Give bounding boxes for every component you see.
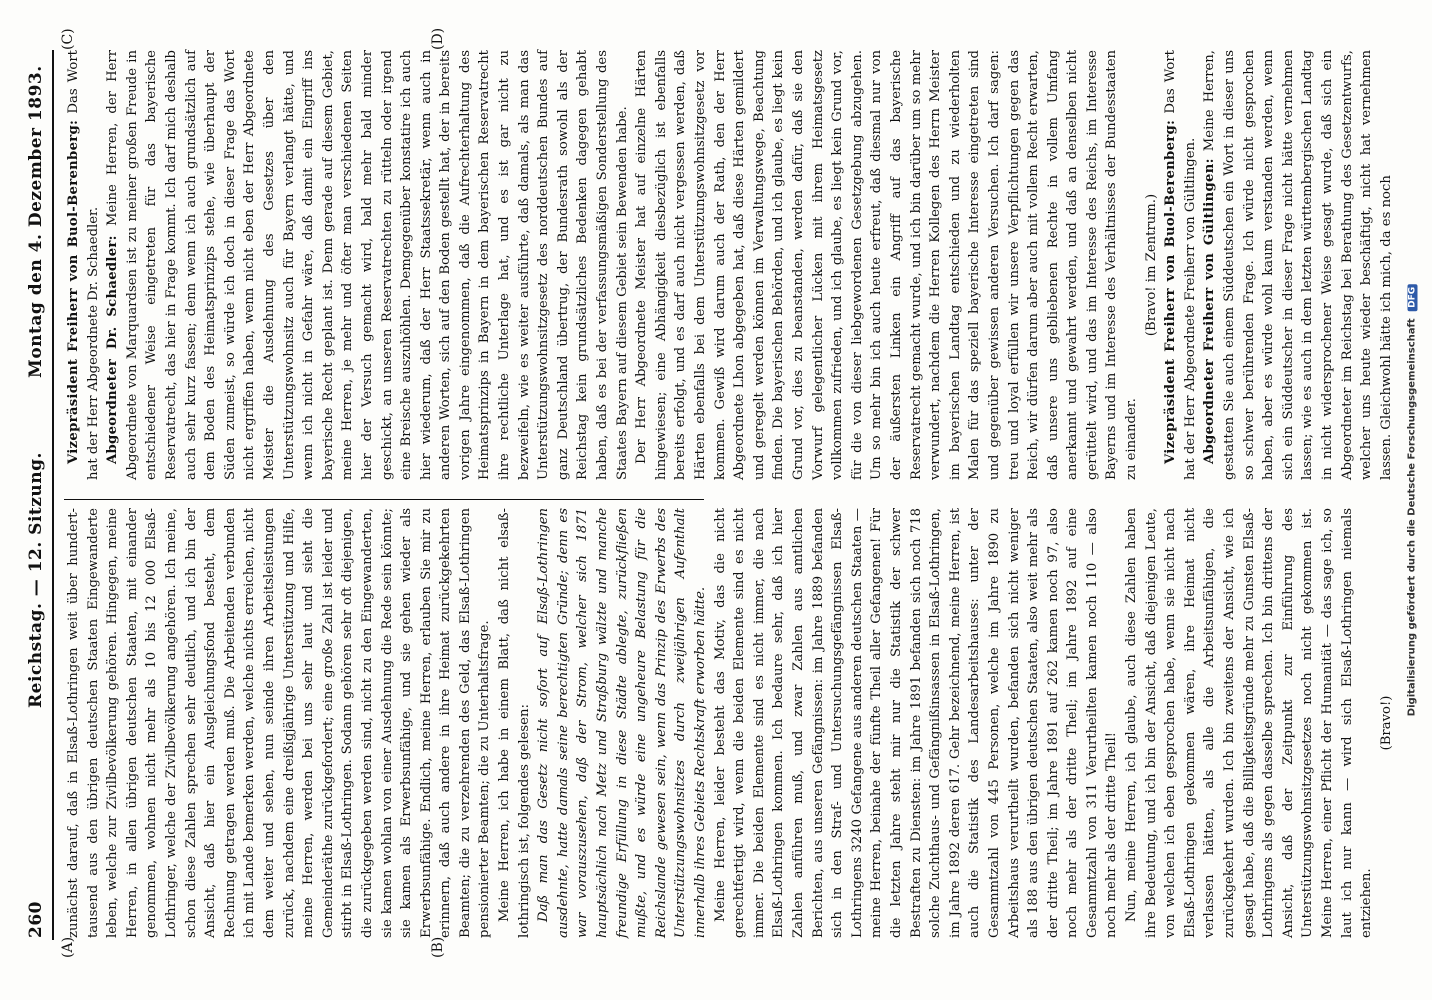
speech-paragraph — [632, 50, 1141, 480]
session-title: Reichstag. — 12. Sitzung. — [26, 452, 46, 708]
paragraph: Meine Herren, leider besteht das Motiv, das die nicht gerechtfertigt wird, wenn die beiden Elemente sind es nicht immer. Die beiden Elemente sind es nicht immer, die nach Elsaß-Lothringen kommen. Ich bedaure sehr, daß ich hier Zahlen anführen muß, und zwar Zahlen aus amtlichen Berichten, aus unseren Gefängnissen: im Jahre 1889 befanden sich in den Straf- und Untersuchungsgefängnissen Elsaß-Lothringens 3240 Gefangene aus anderen deutschen Staaten — meine Herren, beinahe der fünfte Theil aller Gefangenen! Für die letzten Jahre steht mir nur die Statistik der schwer Bestraften zu Diensten: im Jahre 1891 befanden sich noch 718 solche Zuchthaus- und Gefängnißinsassen in Elsaß-Lothringen, im Jahre 1892 deren 617. Gehr bezeichnend, meine Herren, ist auch die Statistik des Landesarbeitshauses: unter der Gesammtzahl von 445 Personen, welche im Jahre 1890 zu Arbeitshaus verurtheilt wurden, befanden sich nicht weniger als 188 aus den übrigen deutschen Staaten, also weit mehr als der dritte Theil; im Jahre 1891 auf 262 kamen noch 97, also noch mehr als der dritte Theil; im Jahre 1892 auf eine Gesammtzahl von 311 Verurtheilten kamen noch 110 — also noch mehr als der dritte Theil! — [712, 508, 1120, 938]
credit-text: Digitalisierung gefördert durch die Deutsche Forschungsgemeinschaft — [1406, 318, 1418, 717]
page-header — [26, 58, 48, 938]
speech-paragraph — [1161, 50, 1200, 480]
speech-text: Meine Herren, der Herr Abgeordnete von Marquardsen ist zu meiner großen Freude in entschiedener Weise eingetreten für das bayerische Reservatrecht, das hier in Frage kommt. Ich darf mich deshalb auch sehr kurz fassen; denn wenn ich auch grundsätzlich auf dem Boden des Heimatsprinzips stehe, wie überhaupt der Süden zumeist, so würde ich doch in dieser Frage das Wort nicht ergriffen haben, wenn nicht eben der Herr Abgeordnete Meister die Ausdehnung des Gesetzes über den Unterstützungswohnsitz auch für Bayern verlangt hätte, und wenn ich nicht in Gefahr wäre, daß damit ein Eingriff ins bayerische Recht geplant ist. Denn gerade auf diesem Gebiet, meine Herren, je mehr und öfter man verschiedenen Seiten hier der Versuch gemacht wird, bald mehr bald minder geschickt, an unseren Reservatrechten zu rütteln oder irgend eine Breische auszuhöhlen. Demgegenüber konstatire ich auch hier wiederum, daß der Herr Staatssekretär, wenn auch in anderen Worten, sich auf den Boden gestellt hat, der in bereits vorigen Jahre eingenommen, daß die Aufrechterhaltung des Heimatsprinzips in Bayern in dem bayerischen Reservatrecht ihre rechtliche Unterlage hat, und es ist gar nicht zu bezweifeln, wie es weiter ausführte, daß damals, als man das Unterstützungswohnsitzgesetz des norddeutschen Bundes auf ganz Deutschland übertrug, der Bundesrath sowohl als der Reichstag kein grundsätzliches Bedenken dagegen gehabt haben, daß es bei der verfassungsmäßigen Sonderstellung des Staates Bayern auf diesem Gebiet sein Bewenden habe. — [105, 50, 630, 480]
speaker-name: Abgeordneter Freiherr von Gültlingen: — [1202, 158, 1218, 464]
speech-text: Das Wort hat der Herr Abgeordnete Freiherr von Gültlingen. — [1163, 50, 1198, 480]
margin-mark-b: (B) — [430, 936, 446, 958]
session-date: Montag den 4. Dezember 1893. — [26, 65, 46, 378]
speaker-name: Vizepräsident Freiherr von Buol-Berenberg: — [66, 119, 81, 464]
speech-paragraph — [103, 50, 632, 480]
speech-text: Meine Herren, gestatten Sie auch einem Süddeutschen ein Wort in dieser uns so schwer berührenden Frage. Ich würde nicht gesprochen haben, aber es würde wohl kaum verstanden werden, wenn sich ein Süddeutscher in dieser Frage nicht hätte vernehmen lassen; wie es auch in dem letzten württembergischen Landtag in nicht widersprochener Weise gesagt wurde, daß sich ein Abgeordneter im Reichstag bei Berathung des Gesetzentwurfs, welcher uns heute wieder beschäftigt, nicht hat vernehmen lassen. Gleichwohl hätte ich mich, da es noch — [1202, 50, 1394, 480]
dfg-logo-badge: DFG — [1408, 284, 1418, 311]
margin-mark-a: (A) — [60, 936, 76, 958]
header-rule — [52, 50, 54, 940]
paragraph: Nun, meine Herren, ich glaube, auch diese Zahlen haben ihre Bedeutung, und ich bin der Ansicht, daß diejenigen Leute, von welchen ich eben gesprochen habe, wenn sie nicht nach Elsaß-Lothringen gekommen wären, ihre Heimat nicht verlassen hätten, als alle die Arbeitsunfähigen, die zurückgekehrt wurden. Ich bin zweitens der Ansicht, wie ich gesagt habe, daß die Billigkeitsgründe mehr zu Gunsten Elsaß-Lothringens als gegen dasselbe sprechen. Ich bin drittens der Ansicht, daß der Zeitpunkt zur Einführung des Unterstützungswohnsitzgesetzes noch nicht gekommen ist. Meine Herren, einer Pflicht der Humanität — das sage ich, so laut ich nur kann — wird sich Elsaß-Lothringen niemals entziehen. — [1124, 508, 1375, 938]
quotation: Daß man das Gesetz nicht sofort auf Elsaß-Lothringen ausdehnte, hatte damals seine berechtigten Gründe; denn es war vorauszusehen, daß der Strom, welcher sich 1871 hauptsächlich nach Metz und Straßburg wälzte und manche freundige Erfüllung in diese Städte ablegte, zurückfließen mußte, und es würde eine ungeheure Belastung für die Reichslande gewesen sein, wenn das Prinzip des Erwerbs des Unterstützungswohnsitzes durch zweijährigen Aufenthalt innerhalb ihres Gebiets Rechtskraft erworben hätte. — [536, 508, 708, 938]
margin-mark-c: (C) — [60, 28, 76, 50]
digitization-credit — [1407, 284, 1418, 716]
speech-text: Der Herr Abgeordnete Meister hat auf einzelne Härten hingewiesen; eine Abhängigkeit diesbezüglich ist ebenfalls bereits erfolgt, und es darf auch nicht vergessen werden, daß Härten ebenfalls bei dem Unterstützungswohnsitzgesetz vor kommen. Gewiß wird darum auch der Rath, den der Herr Abgeordnete Lhon abgegeben hat, daß diese Härten gemildert und geregelt werden können im Verwaltungswege, Beachtung finden. Die bayerischen Behörden, und ich glaube, es liegt kein Grund vor, dies zu beanstanden, werden dafür, daß sie den Vorwurf gelegentlicher Lücken mit ihrem Heimatsgesetz vollkommen zufrieden, und ich glaube, es liegt kein Grund vor, für die von dieser liebgewordenen Gesetzgebung abzugehen. Um so mehr bin ich auch heute erfreut, daß diesmal nur von der äußersten Linken ein Angriff auf das bayerische Reservatrecht gemacht wurde, und ich bin darüber um so mehr verwundert, nachdem die Herren Kollegen des Herrn Meister im bayerischen Landtag entschieden und zu wiederholten Malen für das speziell bayerische Interesse eingetreten sind und gegenüber gewissen anderen Versuchen. Ich darf sagen: treu und loyal erfüllen wir unsere Verpflichtungen gegen das Reich, wir dürfen darum aber auch mit vollem Recht erwarten, daß unsere uns gebliebenen Rechte in vollem Umfang anerkannt und gewahrt werden, und daß an denselben nicht gerüttelt wird, und das im Interesse des Reichs, im Interesse Bayerns und im Interesse des Verhältnisses der Bundesstaaten zu einander. — [634, 50, 1140, 480]
margin-mark-d: (D) — [430, 27, 446, 50]
applause-text: (Bravo! im Zentrum.) — [1143, 193, 1159, 337]
left-column — [64, 508, 1394, 938]
speaker-name: Vizepräsident Freiherr von Buol-Berenberg: — [1163, 119, 1179, 464]
speech-paragraph — [64, 50, 103, 480]
paragraph: Meine Herren, ich habe in einem Blatt, daß nicht elsaß-lothringisch ist, folgendes gelesen: — [497, 508, 532, 938]
column-divider — [64, 499, 704, 500]
speech-text: Das Wort hat der Herr Abgeordnete Dr. Schaedler. — [66, 50, 101, 480]
right-column — [64, 50, 1394, 480]
applause-note: (Bravo!) — [1378, 695, 1394, 751]
paragraph: zunächst darauf, daß in Elsaß-Lothringen weit über hundert-tausend aus den übrigen deutschen Staaten Eingewanderte leben, welche zur Zivilbevölkerung gehören. Hingegen, meine Herren, in allen übrigen deutschen Staaten, mit einander genommen, wohnen nicht mehr als 10 bis 12 000 Elsaß-Lothringer, welche der Zivilbevölkerung angehören. Ich meine, schon diese Zahlen sprechen sehr deutlich, und ich bin der Ansicht, daß hier ein Ausgleichungsfond besteht, dem Rechnung getragen werden muß. Die Arbeitenden verbunden ich mit Lande bemerken werden, welche nichts erreichen, nicht dem weiter und sehen, nun seinde ihren Arbeitsleistungen zurück, nachdem eine dreißigjährige Unterstützung und Hilfe, meine Herren, werden bei uns sehr laut und sieht die Gemeinderäthe zurückgefordert; eine große Zahl ist leider und stirbt in Elsaß-Lothringen. Sodann gehören sehr oft diejenigen, die zurückgegeben werden sind, nicht zu den Eingewanderten, sie kamen wohlan von einer Ausdehnung die Rede sein könnte; sie kamen als Erwerbsunfähige, und sie gehen wieder als Erwerbsunfähige. Endlich, meine Herren, erlauben Sie mir zu erinnern, daß auch andere in ihre Heimat zurückgekehrten Beamten; die zu verzehrenden des Geld, das Elsaß-Lothringen pensionierter Beamten; die zu Unterhaltsfrage. — [66, 508, 493, 938]
page-number: 260 — [26, 901, 46, 938]
speaker-name: Abgeordneter Dr. Schaedler: — [105, 235, 121, 464]
speech-paragraph — [1200, 50, 1396, 480]
applause-note — [1142, 50, 1162, 480]
